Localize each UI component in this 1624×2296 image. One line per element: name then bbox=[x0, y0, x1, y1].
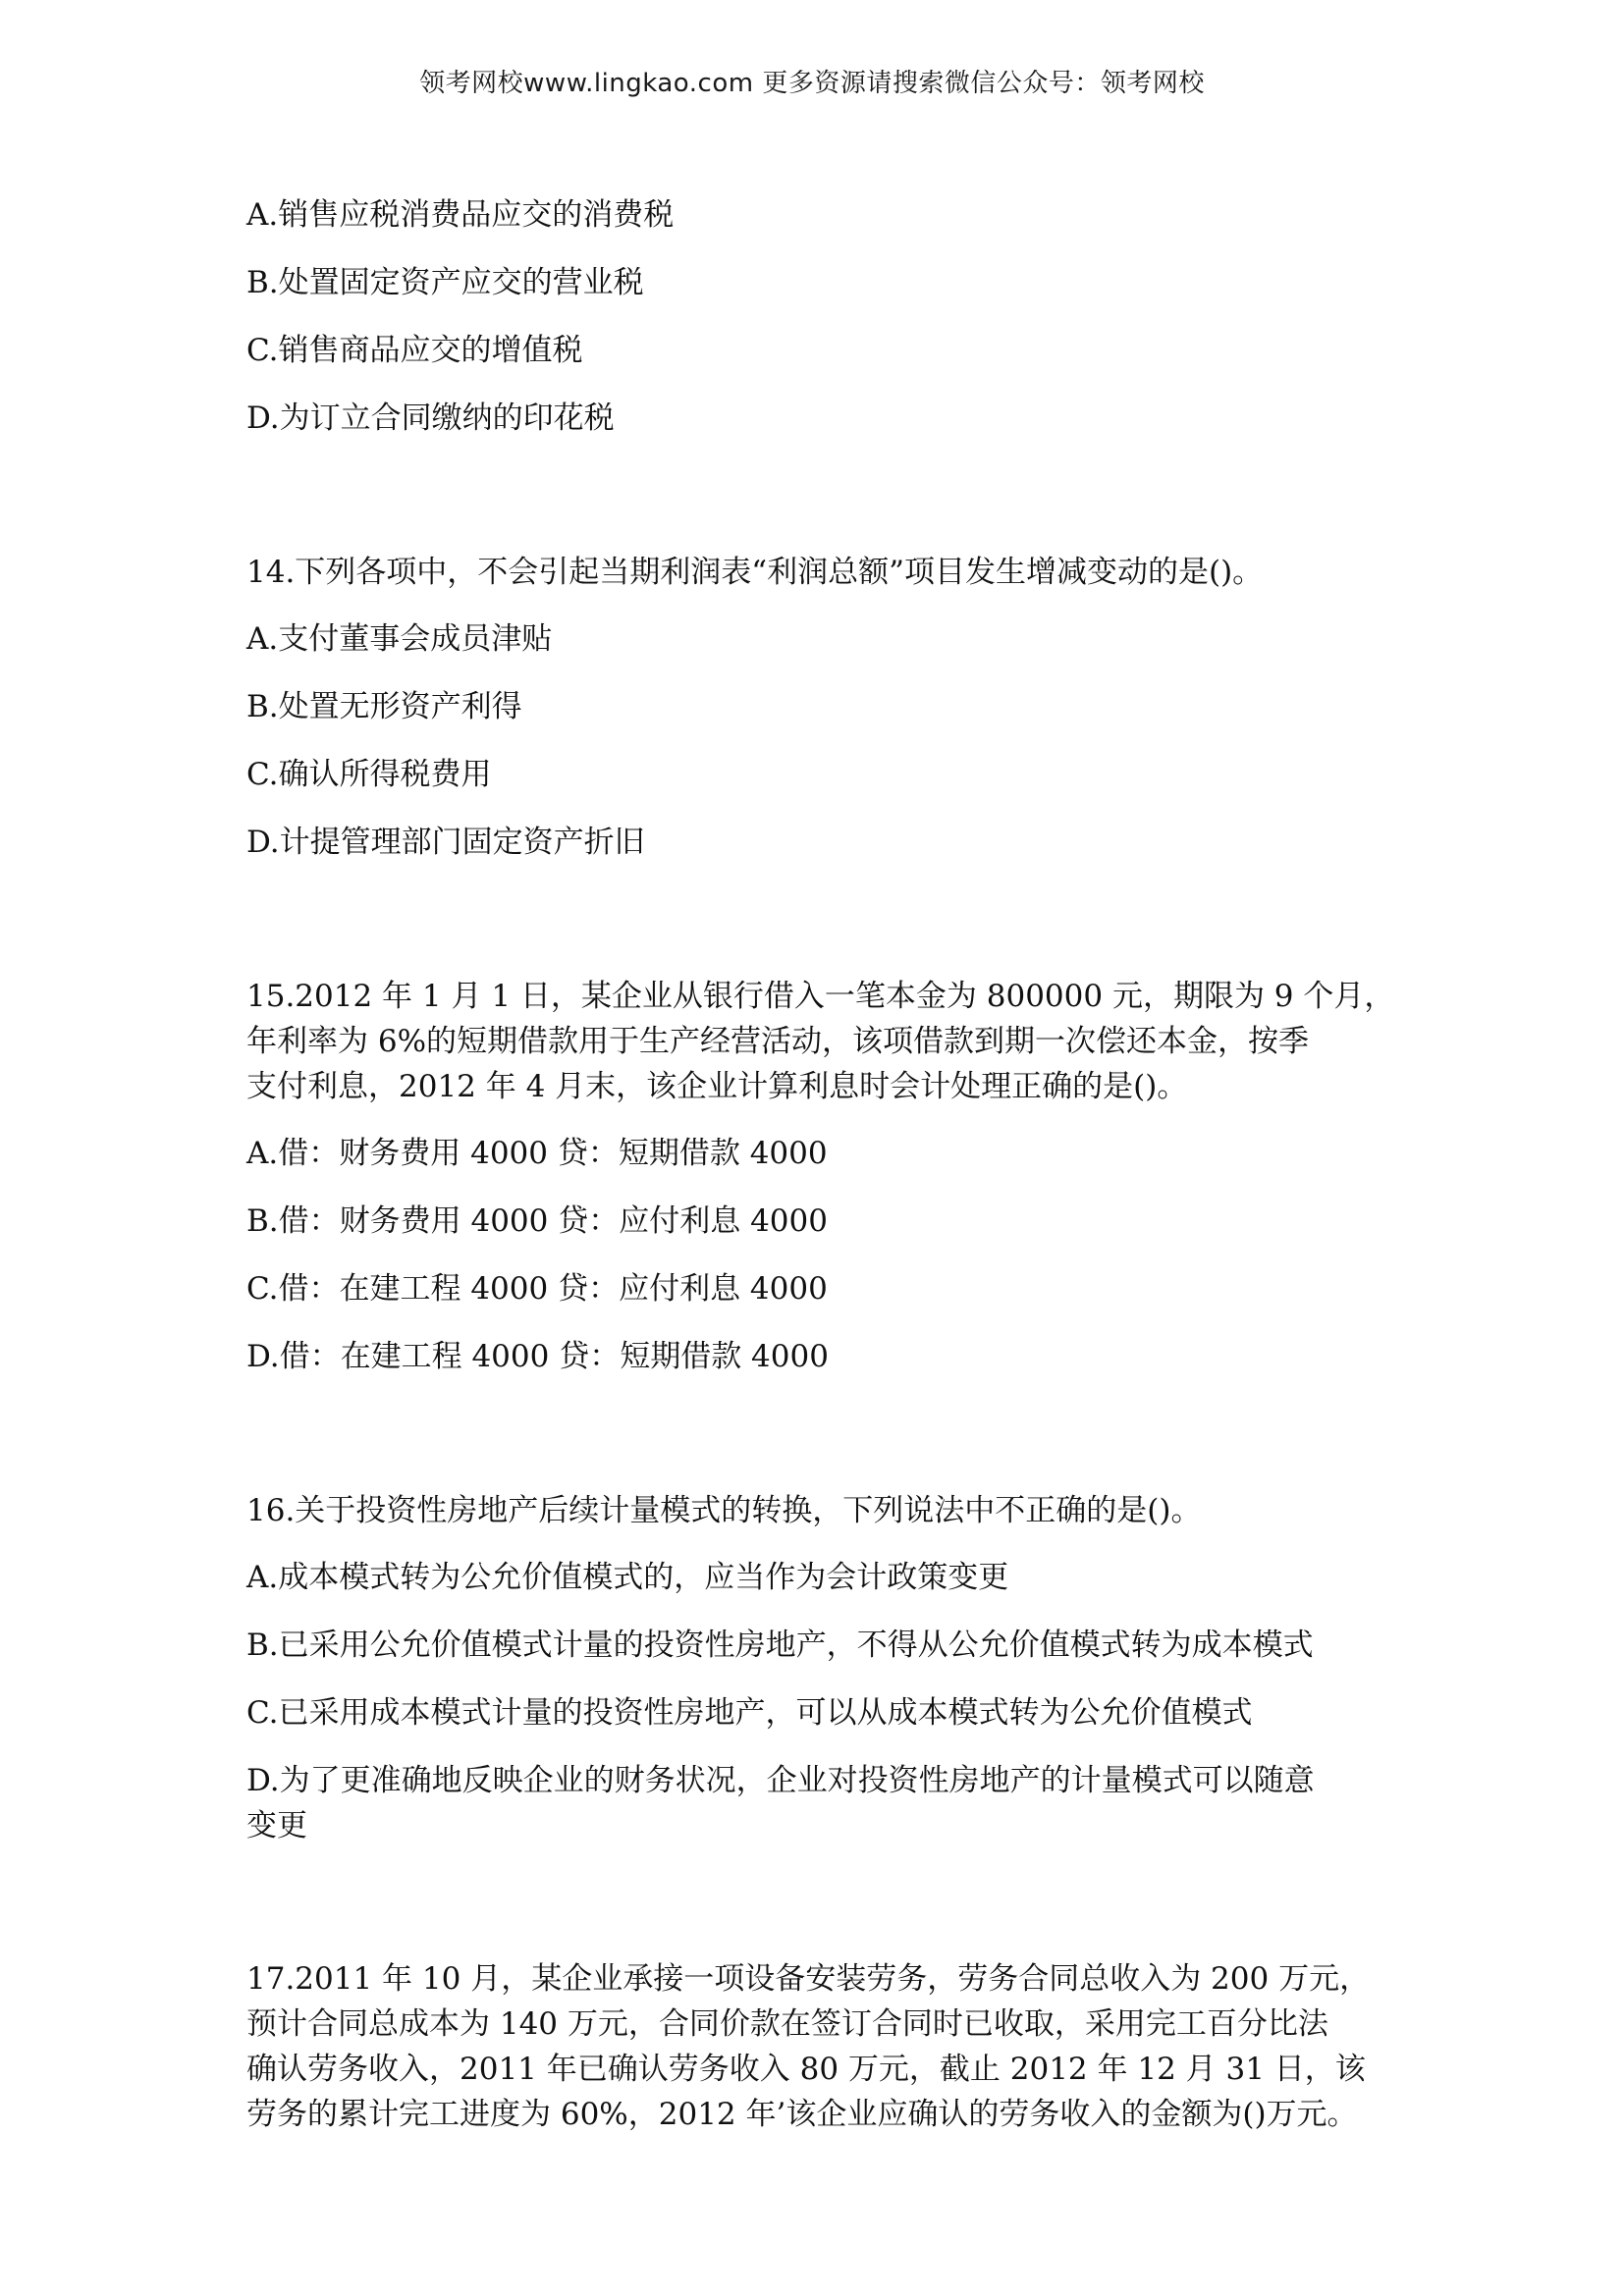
option-a: A.借：财务费用 4000 贷：短期借款 4000 bbox=[246, 1136, 828, 1171]
option-a: A.支付董事会成员津贴 bbox=[246, 621, 553, 657]
option-d: D.为订立合同缴纳的印花税 bbox=[246, 400, 615, 436]
option-a: A.成本模式转为公允价值模式的，应当作为会计政策变更 bbox=[246, 1560, 1009, 1595]
question-13-options bbox=[246, 192, 1395, 441]
question-14 bbox=[246, 550, 1395, 865]
option-c: C.确认所得税费用 bbox=[246, 757, 492, 792]
option-b: B.处置无形资产利得 bbox=[246, 689, 522, 724]
question-16 bbox=[246, 1488, 1395, 1848]
question-15 bbox=[246, 974, 1395, 1379]
question-stem-line: 17.2011 年 10 月，某企业承接一项设备安装劳务，劳务合同总收入为 200 万元， bbox=[246, 1961, 1371, 1997]
option-b: B.借：财务费用 4000 贷：应付利息 4000 bbox=[246, 1203, 828, 1239]
question-stem-line: 确认劳务收入，2011 年已确认劳务收入 80 万元，截止 2012 年 12 月 31 日，该 bbox=[246, 2052, 1366, 2087]
question-stem: 16.关于投资性房地产后续计量模式的转换，下列说法中不正确的是()。 bbox=[246, 1493, 1202, 1528]
option-d: D.借：在建工程 4000 贷：短期借款 4000 bbox=[246, 1339, 829, 1374]
option-a: A.销售应税消费品应交的消费税 bbox=[246, 197, 675, 233]
question-stem-line: 15.2012 年 1 月 1 日，某企业从银行借入一笔本金为 800000 元，期限为 9 个月， bbox=[246, 979, 1395, 1014]
question-stem-line: 预计合同总成本为 140 万元，合同价款在签订合同时已收取，采用完工百分比法 bbox=[246, 2006, 1328, 2042]
option-d-continuation: 变更 bbox=[246, 1808, 307, 1843]
option-d: D.计提管理部门固定资产折旧 bbox=[246, 825, 645, 860]
option-c: C.借：在建工程 4000 贷：应付利息 4000 bbox=[246, 1271, 828, 1307]
option-c: C.已采用成本模式计量的投资性房地产，可以从成本模式转为公允价值模式 bbox=[246, 1695, 1253, 1731]
option-c: C.销售商品应交的增值税 bbox=[246, 333, 583, 368]
question-stem: 14.下列各项中，不会引起当期利润表“利润总额”项目发生增减变动的是()。 bbox=[246, 555, 1264, 590]
question-stem-line: 劳务的累计完工进度为 60%，2012 年’该企业应确认的劳务收入的金额为()万元。 bbox=[246, 2097, 1358, 2132]
document-body bbox=[246, 192, 1395, 2137]
question-17 bbox=[246, 1956, 1395, 2137]
question-stem-line: 年利率为 6%的短期借款用于生产经营活动，该项借款到期一次偿还本金，按季 bbox=[246, 1024, 1310, 1059]
option-b: B.处置固定资产应交的营业税 bbox=[246, 265, 644, 300]
option-d: D.为了更准确地反映企业的财务状况，企业对投资性房地产的计量模式可以随意 bbox=[246, 1763, 1315, 1798]
option-b: B.已采用公允价值模式计量的投资性房地产，不得从公允价值模式转为成本模式 bbox=[246, 1628, 1314, 1663]
question-stem-line: 支付利息，2012 年 4 月末，该企业计算利息时会计处理正确的是()。 bbox=[246, 1069, 1188, 1104]
page-header: 领考网校www.lingkao.com 更多资源请搜索微信公众号：领考网校 bbox=[419, 69, 1205, 98]
